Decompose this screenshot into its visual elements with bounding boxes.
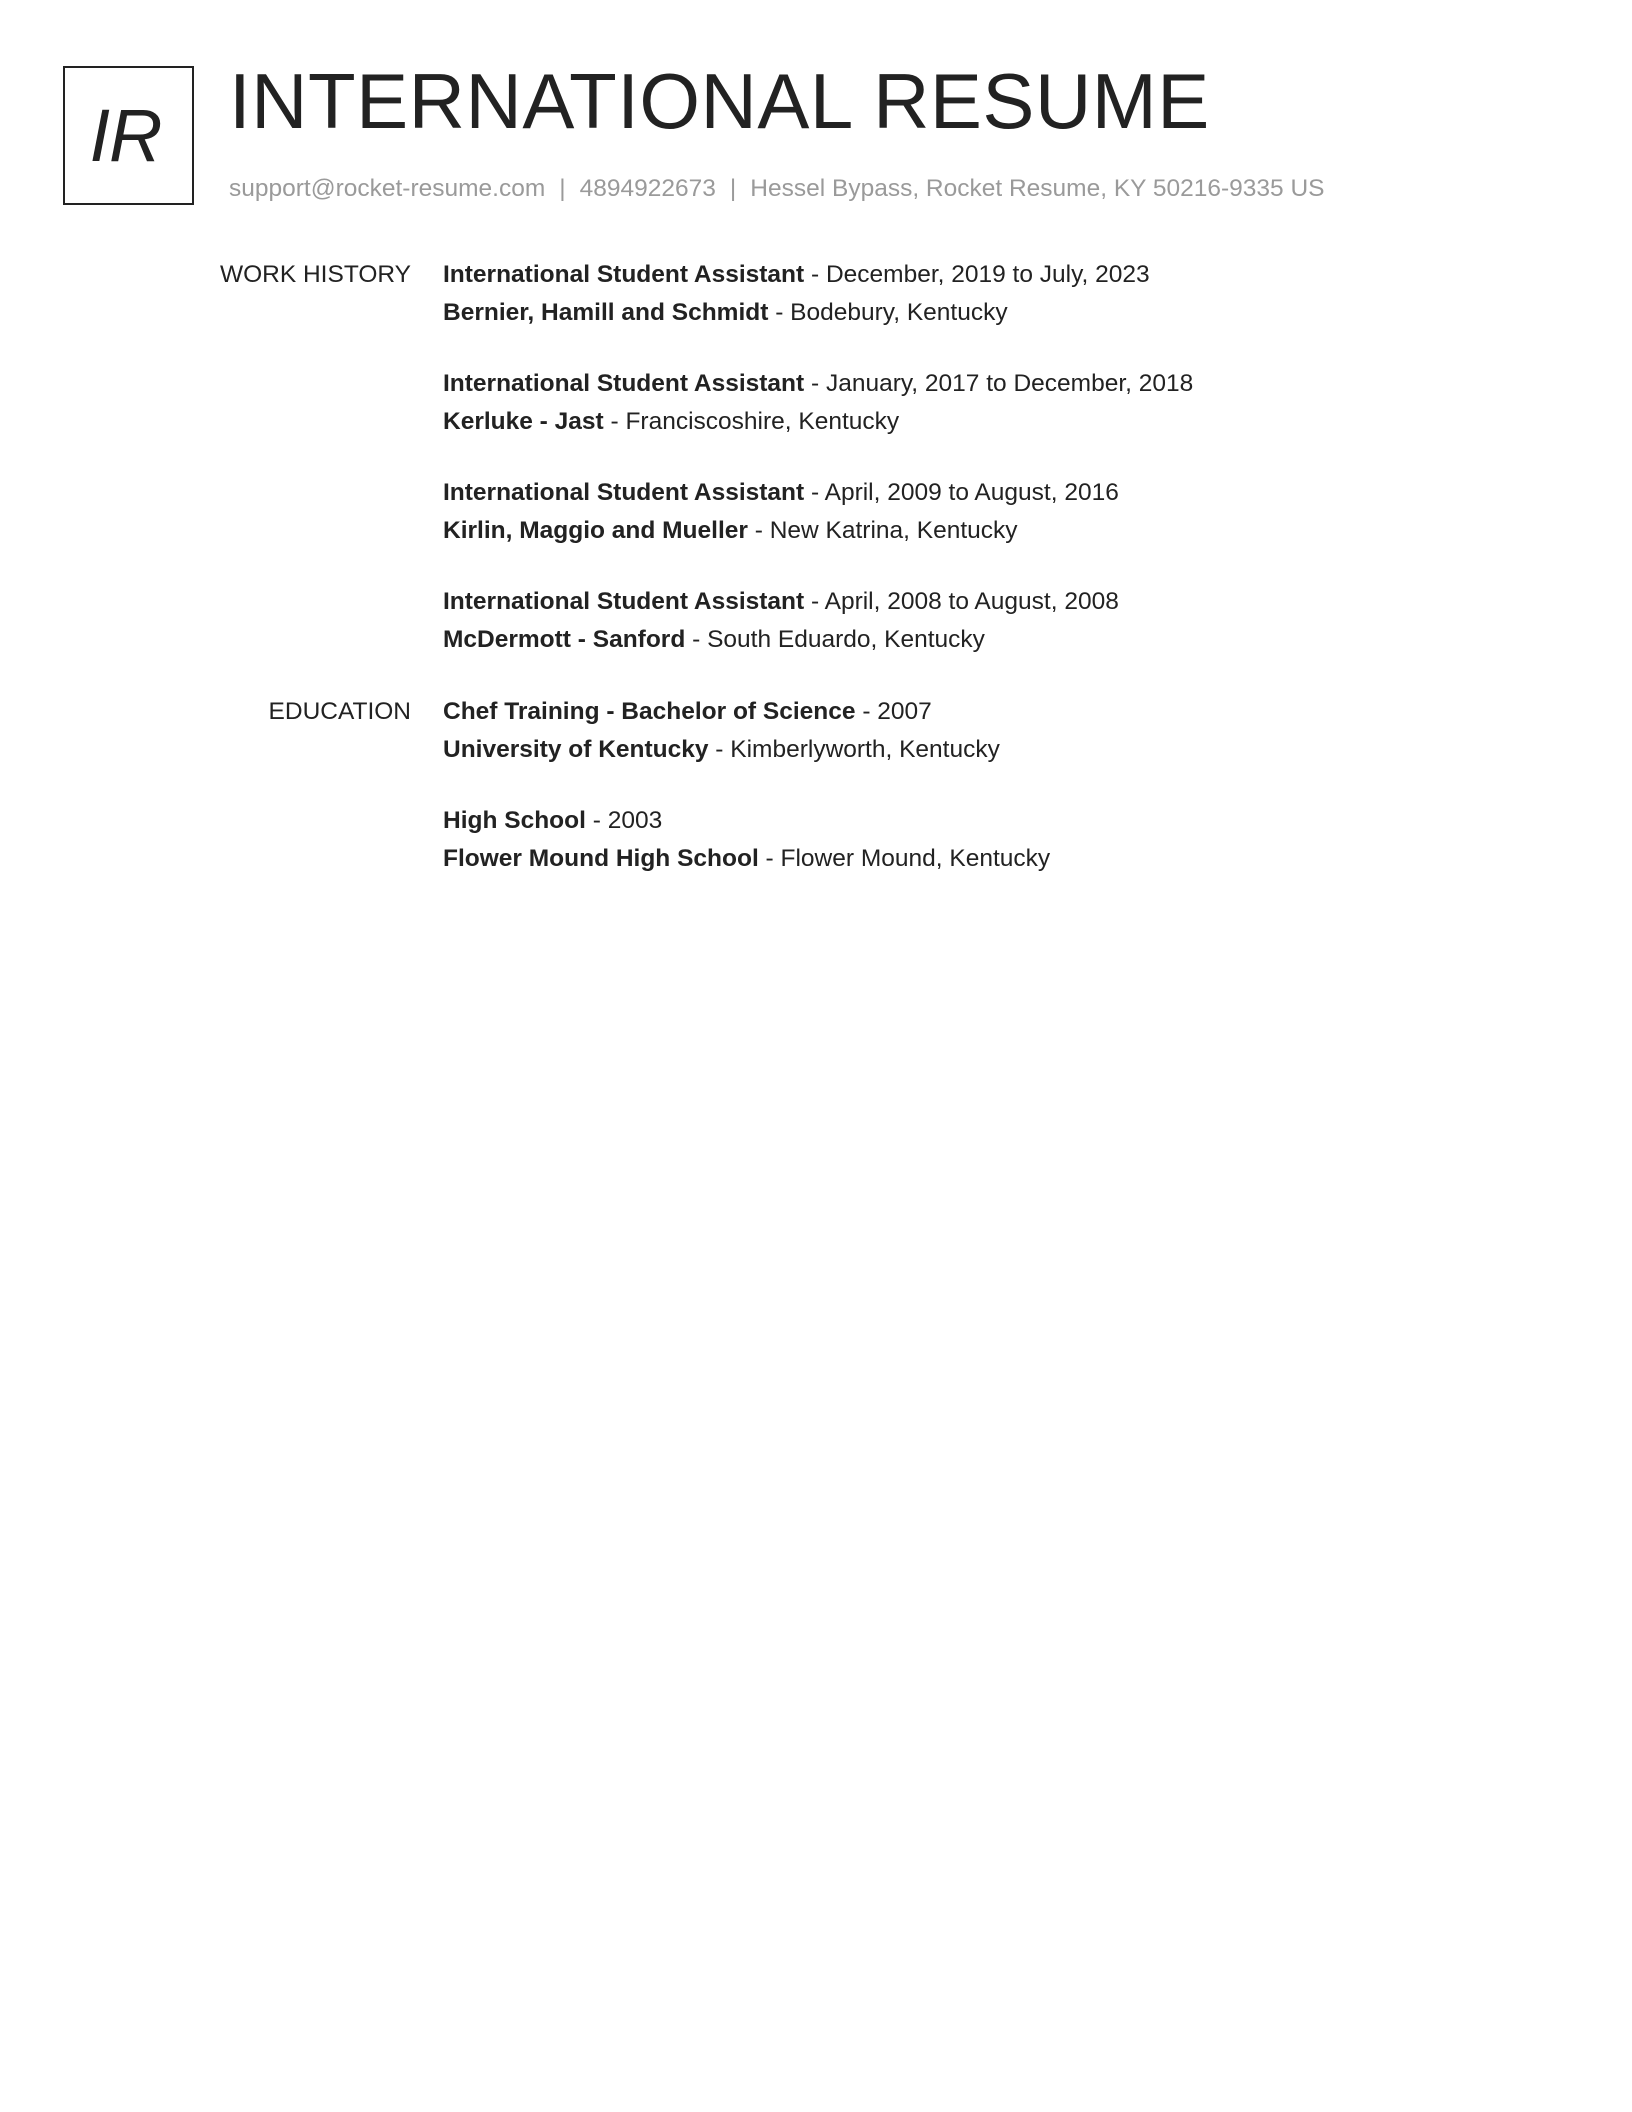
employer-name: Bernier, Hamill and Schmidt [443,299,769,326]
education-label: EDUCATION [268,698,411,725]
work-history-label: WORK HISTORY [219,261,411,288]
work-entry [443,474,1593,550]
job-title: International Student Assistant [443,370,805,397]
degree-line [443,802,1593,840]
job-title: International Student Assistant [443,479,805,506]
job-title-line [443,583,1593,621]
contact-line [229,173,1325,205]
job-title: International Student Assistant [443,261,805,288]
resume-title: INTERNATIONAL RESUME [229,57,1210,145]
job-title: International Student Assistant [443,588,805,615]
employer-name: Kerluke - Jast [443,408,604,435]
monogram-initials: IR [89,94,162,177]
school-name: Flower Mound High School [443,845,759,872]
job-title-line [443,365,1593,403]
degree-year: - 2007 [855,698,932,725]
employer-line [443,403,1593,441]
employer-name: McDermott - Sanford [443,626,686,653]
employer-location: - Bodebury, Kentucky [768,299,1008,326]
contact-separator: | [559,175,566,202]
job-dates: - January, 2017 to December, 2018 [804,370,1194,397]
degree-line [443,693,1593,731]
employer-line [443,294,1593,332]
job-dates: - April, 2009 to August, 2016 [804,479,1119,506]
education-entry [443,802,1593,878]
work-entry [443,256,1593,332]
job-dates: - December, 2019 to July, 2023 [804,261,1150,288]
contact-address: Hessel Bypass, Rocket Resume, KY 50216-9335 US [750,175,1325,202]
contact-email: support@rocket-resume.com [229,175,546,202]
employer-location: - South Eduardo, Kentucky [685,626,985,653]
school-name: University of Kentucky [443,736,709,763]
employer-name: Kirlin, Maggio and Mueller [443,517,748,544]
degree-name: Chef Training - Bachelor of Science [443,698,856,725]
employer-line [443,512,1593,550]
contact-separator: | [729,175,737,202]
school-line [443,840,1593,878]
employer-location: - Franciscoshire, Kentucky [603,408,900,435]
school-line [443,731,1593,769]
work-entry [443,583,1593,659]
monogram-logo [63,66,194,205]
employer-line [443,621,1593,659]
employer-location: - New Katrina, Kentucky [747,517,1018,544]
degree-name: High School [443,807,586,834]
school-location: - Kimberlyworth, Kentucky [708,736,1000,763]
education-entries [443,693,1593,911]
work-entry [443,365,1593,441]
job-dates: - April, 2008 to August, 2008 [804,588,1119,615]
school-location: - Flower Mound, Kentucky [758,845,1051,872]
degree-year: - 2003 [585,807,663,834]
job-title-line [443,474,1593,512]
contact-phone: 4894922673 [579,175,716,202]
job-title-line [443,256,1593,294]
education-entry [443,693,1593,769]
work-history-entries [443,256,1593,692]
